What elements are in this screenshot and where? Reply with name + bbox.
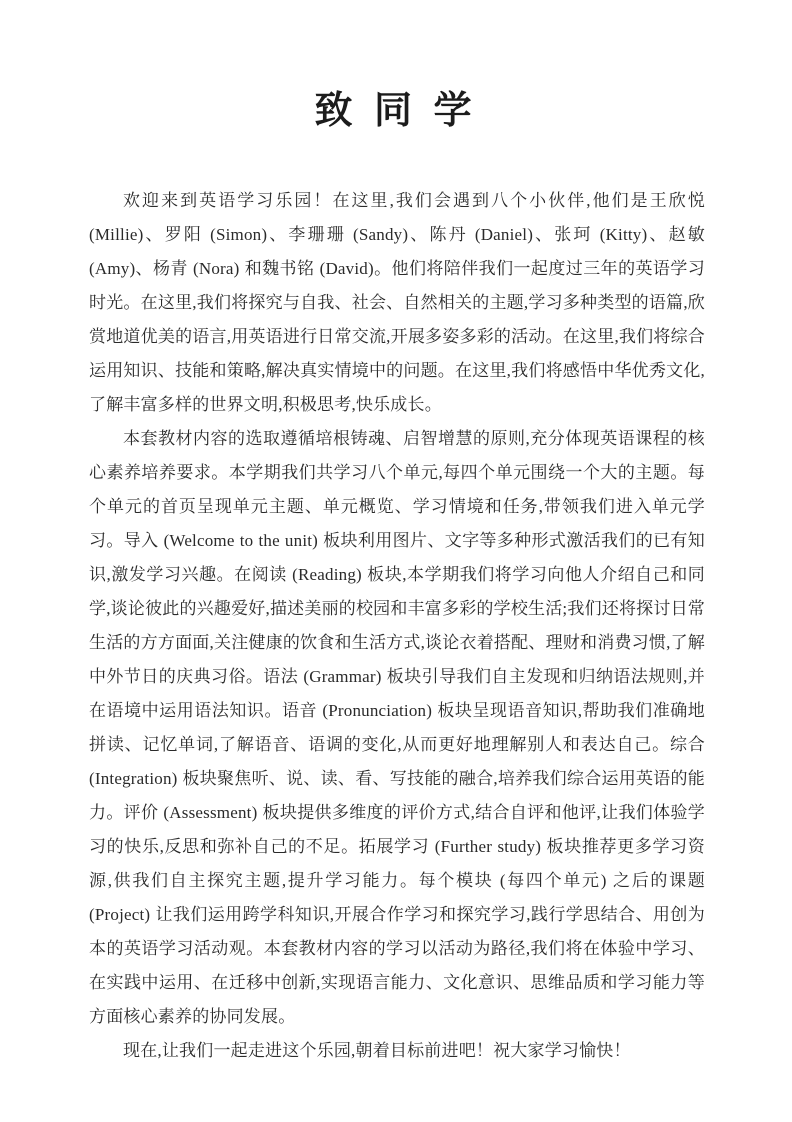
page-title: 致 同 学 — [314, 90, 478, 132]
paragraph-closing: 现在,让我们一起走进这个乐园,朝着目标前进吧！祝大家学习愉快！ — [123, 1041, 631, 1060]
paragraph-welcome: 欢迎来到英语学习乐园！在这里,我们会遇到八个小伙伴,他们是王欣悦 (Millie)、罗阳 (Simon)、李珊珊 (Sandy)、陈丹 (Daniel)、张珂 (Kitty)、赵敏 (Amy)、杨青 (Nora) 和魏书铭 (David)。他们将陪伴我们一起度过三年的英语学习时光。在这里,我们将探究与自我、社会、自然相关的主题,学习多种类型的语篇,欣赏地道优美的语言,用英语进行日常交流,开展多姿多彩的活动。在这里,我们将综合运用知识、技能和策略,解决真实情境中的问题。在这里,我们将感悟中华优秀文化,了解丰富多样的世界文明,积极思考,快乐成长。 — [89, 191, 705, 414]
body-text — [89, 184, 705, 1068]
paragraph-textbook-structure: 本套教材内容的选取遵循培根铸魂、启智增慧的原则,充分体现英语课程的核心素养培养要求。本学期我们共学习八个单元,每四个单元围绕一个大的主题。每个单元的首页呈现单元主题、单元概览、学习情境和任务,带领我们进入单元学习。导入 (Welcome to the unit) 板块利用图片、文字等多种形式激活我们的已有知识,激发学习兴趣。在阅读 (Reading) 板块,本学期我们将学习向他人介绍自己和同学,谈论彼此的兴趣爱好,描述美丽的校园和丰富多彩的学校生活;我们还将探讨日常生活的方方面面,关注健康的饮食和生活方式,谈论衣着搭配、理财和消费习惯,了解中外节日的庆典习俗。语法 (Grammar) 板块引导我们自主发现和归纳语法规则,并在语境中运用语法知识。语音 (Pronunciation) 板块呈现语音知识,帮助我们准确地拼读、记忆单词,了解语音、语调的变化,从而更好地理解别人和表达自己。综合 (Integration) 板块聚焦听、说、读、看、写技能的融合,培养我们综合运用英语的能力。评价 (Assessment) 板块提供多维度的评价方式,结合自评和他评,让我们体验学习的快乐,反思和弥补自己的不足。拓展学习 (Further study) 板块推荐更多学习资源,供我们自主探究主题,提升学习能力。每个模块 (每四个单元) 之后的课题 (Project) 让我们运用跨学科知识,开展合作学习和探究学习,践行学思结合、用创为本的英语学习活动观。本套教材内容的学习以活动为路径,我们将在体验中学习、在实践中运用、在迁移中创新,实现语言能力、文化意识、思维品质和学习能力等方面核心素养的协同发展。 — [89, 429, 705, 1026]
